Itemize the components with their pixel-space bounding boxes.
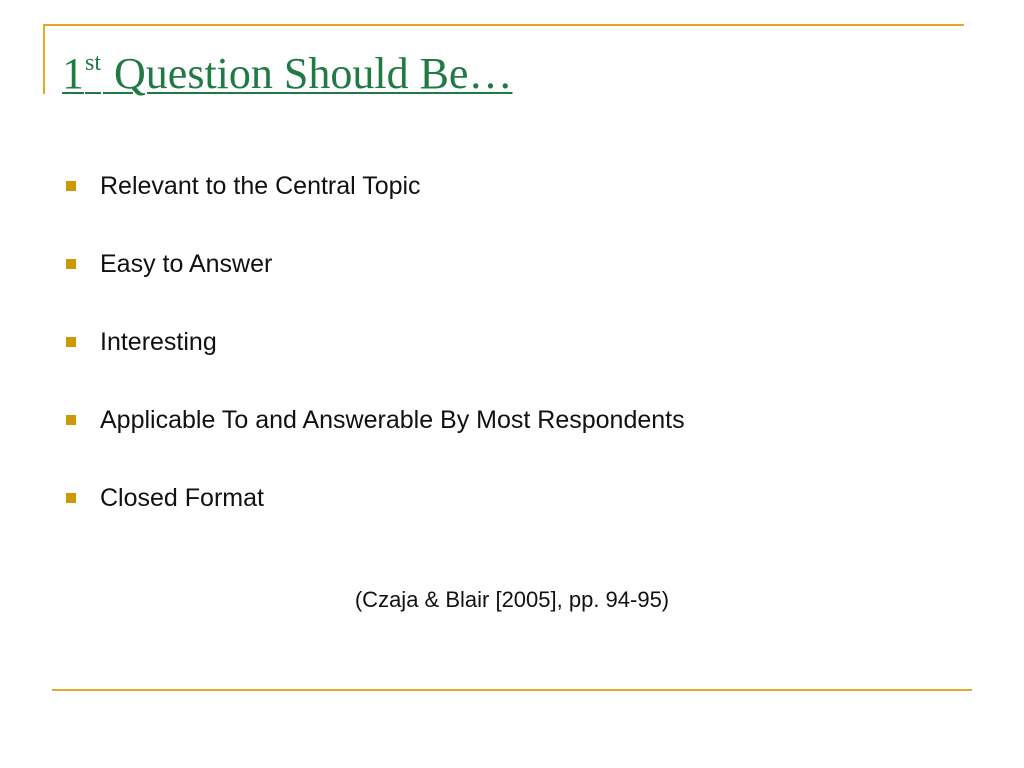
bottom-accent-rule bbox=[52, 689, 972, 691]
square-bullet-icon bbox=[66, 259, 76, 269]
square-bullet-icon bbox=[66, 181, 76, 191]
slide-title bbox=[62, 46, 512, 102]
top-accent-rule bbox=[44, 24, 964, 26]
bullet-text: Easy to Answer bbox=[100, 250, 273, 278]
title-number: 1 bbox=[62, 49, 84, 98]
left-accent-rule bbox=[43, 24, 45, 94]
square-bullet-icon bbox=[66, 493, 76, 503]
bullet-text: Applicable To and Answerable By Most Respondents bbox=[100, 406, 685, 434]
citation: (Czaja & Blair [2005], pp. 94-95) bbox=[354, 587, 670, 612]
title-text: Question Should Be… bbox=[114, 49, 513, 98]
bullet-text: Relevant to the Central Topic bbox=[100, 172, 421, 200]
bullet-text: Closed Format bbox=[100, 484, 264, 512]
bullet-text: Interesting bbox=[100, 328, 217, 356]
title-superscript: st bbox=[85, 50, 102, 77]
square-bullet-icon bbox=[66, 415, 76, 425]
square-bullet-icon bbox=[66, 337, 76, 347]
